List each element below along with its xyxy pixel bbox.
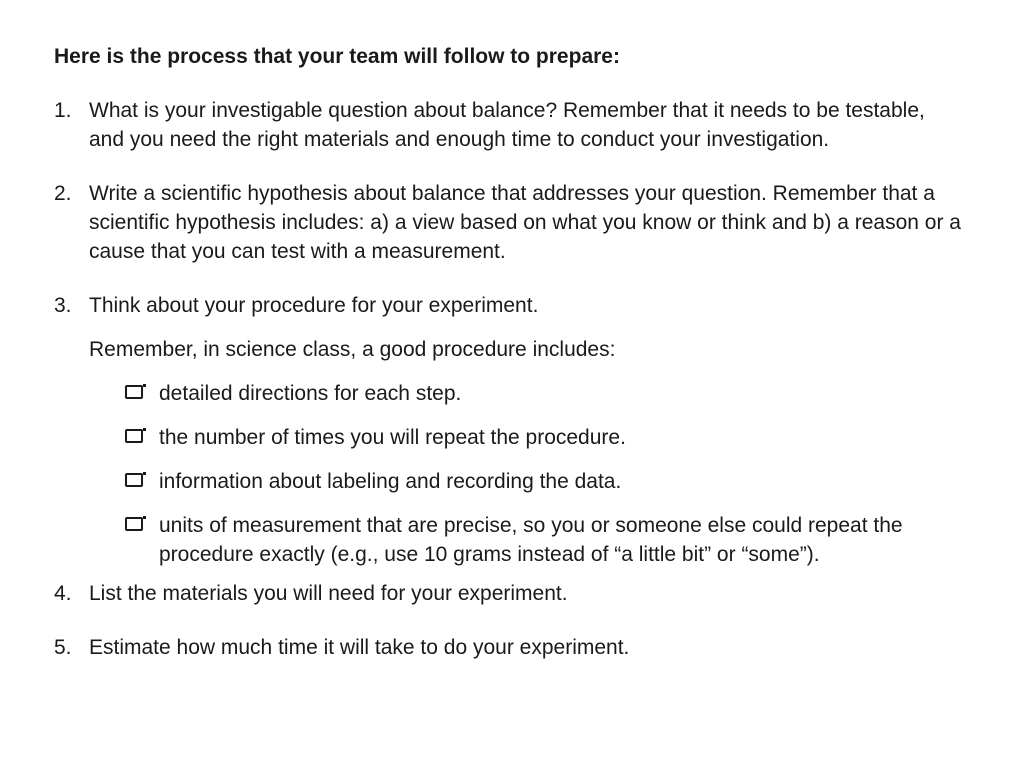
checkbox-icon[interactable] <box>125 517 143 531</box>
step-number: 2. <box>54 182 72 205</box>
step-text: Think about your procedure for your experiment. <box>89 294 539 317</box>
step-4 <box>54 579 964 608</box>
step-number: 1. <box>54 99 72 122</box>
step-subtext: Remember, in science class, a good procedure includes: <box>89 338 616 361</box>
checkbox-icon[interactable] <box>125 429 143 443</box>
checklist-item-text: units of measurement that are precise, so you or someone else could repeat the procedure exactly (e.g., use 10 grams instead of “a little bit” or “some”). <box>159 514 903 566</box>
checklist-item <box>125 423 964 452</box>
step-body <box>89 633 964 662</box>
step-number: 3. <box>54 294 72 317</box>
step-body <box>89 291 964 569</box>
step-2 <box>54 179 964 266</box>
document <box>54 42 964 687</box>
step-text: Estimate how much time it will take to do your experiment. <box>89 636 630 659</box>
step-number: 4. <box>54 582 72 605</box>
step-number: 5. <box>54 636 72 659</box>
page-heading: Here is the process that your team will follow to prepare: <box>54 45 620 68</box>
checklist-item-text: detailed directions for each step. <box>159 382 462 405</box>
step-body <box>89 579 964 608</box>
procedure-checklist <box>89 379 964 569</box>
step-text: What is your investigable question about balance? Remember that it needs to be testable, and you need the right materials and enough time to conduct your investigation. <box>89 99 925 151</box>
checkbox-icon[interactable] <box>125 385 143 399</box>
step-5 <box>54 633 964 662</box>
checkbox-icon[interactable] <box>125 473 143 487</box>
checklist-item <box>125 379 964 408</box>
checklist-item <box>125 467 964 496</box>
step-text: List the materials you will need for your experiment. <box>89 582 568 605</box>
step-body <box>89 96 964 154</box>
step-text: Write a scientific hypothesis about balance that addresses your question. Remember that a scientific hypothesis includes: a) a view based on what you know or think and b) a reason or a cause that you can test with a measurement. <box>89 182 961 263</box>
step-3 <box>54 291 964 569</box>
checklist-item-text: the number of times you will repeat the procedure. <box>159 426 626 449</box>
step-body <box>89 179 964 266</box>
step-1 <box>54 96 964 154</box>
checklist-item <box>125 511 964 569</box>
checklist-item-text: information about labeling and recording the data. <box>159 470 622 493</box>
